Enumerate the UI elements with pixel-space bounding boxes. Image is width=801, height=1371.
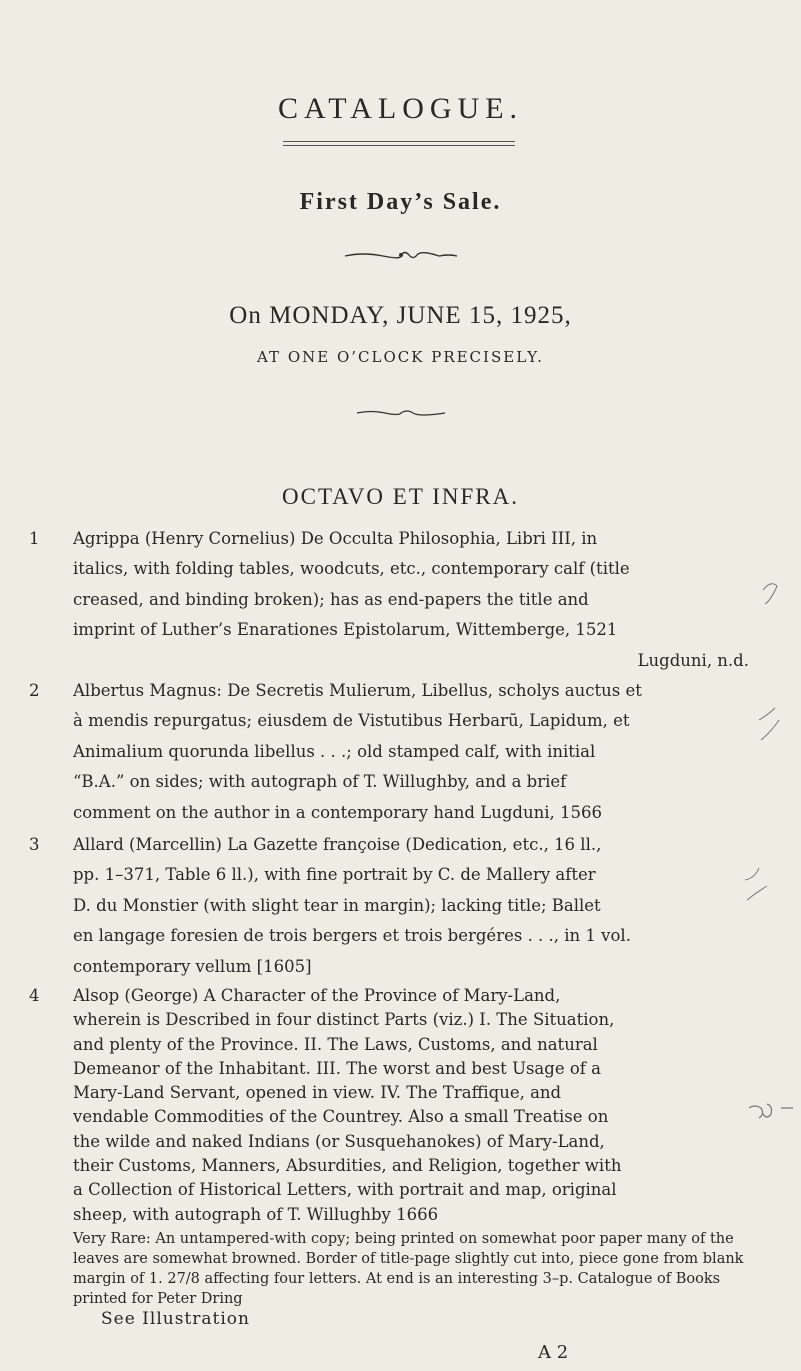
page-title: CATALOGUE.: [277, 92, 524, 125]
lot-line: Albertus Magnus: De Secretis Mulierum, Libellus, scholys auctus et: [73, 681, 642, 700]
ornament-small-icon: [355, 406, 447, 420]
lot-entry: [29, 676, 749, 828]
lot-line: Allard (Marcellin) La Gazette françoise (Dedication, etc., 16 ll.,: [73, 835, 602, 854]
lot-note: Very Rare: An untampered-with copy; being printed on somewhat poor paper many of the leaves are somewhat browned. Border of title-page slightly cut into, piece gone from blank margin of 1. 27/8 affecting four letters. At end is an interesting 3–p. Catalogue of Books printed for Peter Dring: [73, 1231, 744, 1307]
lot-line: à mendis repurgatus; eiusdem de Vistutibus Herbarū, Lapidum, et: [73, 711, 630, 731]
lot-entry: [29, 984, 749, 1227]
lot-line: their Customs, Manners, Absurdities, and Religion, together with: [73, 1156, 622, 1176]
lot-line: the wilde and naked Indians (or Susquehanokes) of Mary-Land,: [73, 1131, 605, 1151]
sale-date: On MONDAY, JUNE 15, 1925,: [229, 302, 572, 329]
lot-place: Lugduni, n.d.: [637, 650, 749, 670]
lot-number: 2: [29, 681, 40, 700]
lot-line: and plenty of the Province. II. The Laws, Customs, and natural: [73, 1034, 598, 1054]
lot-line: a Collection of Historical Letters, with portrait and map, original: [73, 1180, 617, 1200]
ornament-divider-icon: [343, 248, 459, 262]
lot-line: Animalium quorunda libellus . . .; old stamped calf, with initial: [73, 741, 596, 761]
lot-line: vendable Commodities of the Countrey. Also a small Treatise on: [73, 1107, 609, 1127]
lot-line: Agrippa (Henry Cornelius) De Occulta Philosophia, Libri III, in: [73, 529, 598, 548]
lot-line: Alsop (George) A Character of the Province of Mary-Land,: [73, 986, 561, 1005]
pencil-margin-marks-icon: [741, 0, 801, 1371]
title-rule: [283, 141, 515, 146]
sale-time: AT ONE O’CLOCK PRECISELY.: [257, 348, 544, 366]
lot-line: creased, and binding broken); has as end-papers the title and: [73, 589, 589, 609]
lot-line: pp. 1–371, Table 6 ll.), with fine portrait by C. de Mallery after: [73, 865, 596, 885]
lot-entry: [29, 524, 749, 676]
lot-number: 3: [29, 835, 40, 854]
lot-line: en langage foresien de trois bergers et trois bergéres . . ., in 1 vol.: [73, 926, 631, 946]
lot-number: 4: [29, 986, 40, 1005]
see-illustration: See Illustration: [101, 1309, 250, 1329]
lot-line: Demeanor of the Inhabitant. III. The worst and best Usage of a: [73, 1058, 601, 1078]
lot-line: D. du Monstier (with slight tear in margin); lacking title; Ballet: [73, 895, 601, 915]
lot-line: wherein is Described in four distinct Parts (viz.) I. The Situation,: [73, 1010, 615, 1030]
lot-line: Mary-Land Servant, opened in view. IV. The Traffique, and: [73, 1083, 562, 1103]
section-heading: OCTAVO ET INFRA.: [282, 484, 519, 509]
lot-entry: [29, 830, 749, 982]
lot-line: comment on the author in a contemporary hand Lugduni, 1566: [73, 802, 602, 822]
lot-number: 1: [29, 529, 40, 548]
lot-line: contemporary vellum [1605]: [73, 956, 312, 976]
lot-line: imprint of Luther’s Enarationes Epistolarum, Wittemberge, 1521: [73, 620, 618, 640]
lot-line: sheep, with autograph of T. Willughby 1666: [73, 1204, 439, 1224]
sale-subtitle: First Day’s Sale.: [299, 189, 502, 215]
signature-mark: A 2: [538, 1342, 569, 1363]
lot-line: italics, with folding tables, woodcuts, etc., contemporary calf (title: [73, 559, 630, 579]
lot-line: “B.A.” on sides; with autograph of T. Willughby, and a brief: [73, 772, 567, 792]
